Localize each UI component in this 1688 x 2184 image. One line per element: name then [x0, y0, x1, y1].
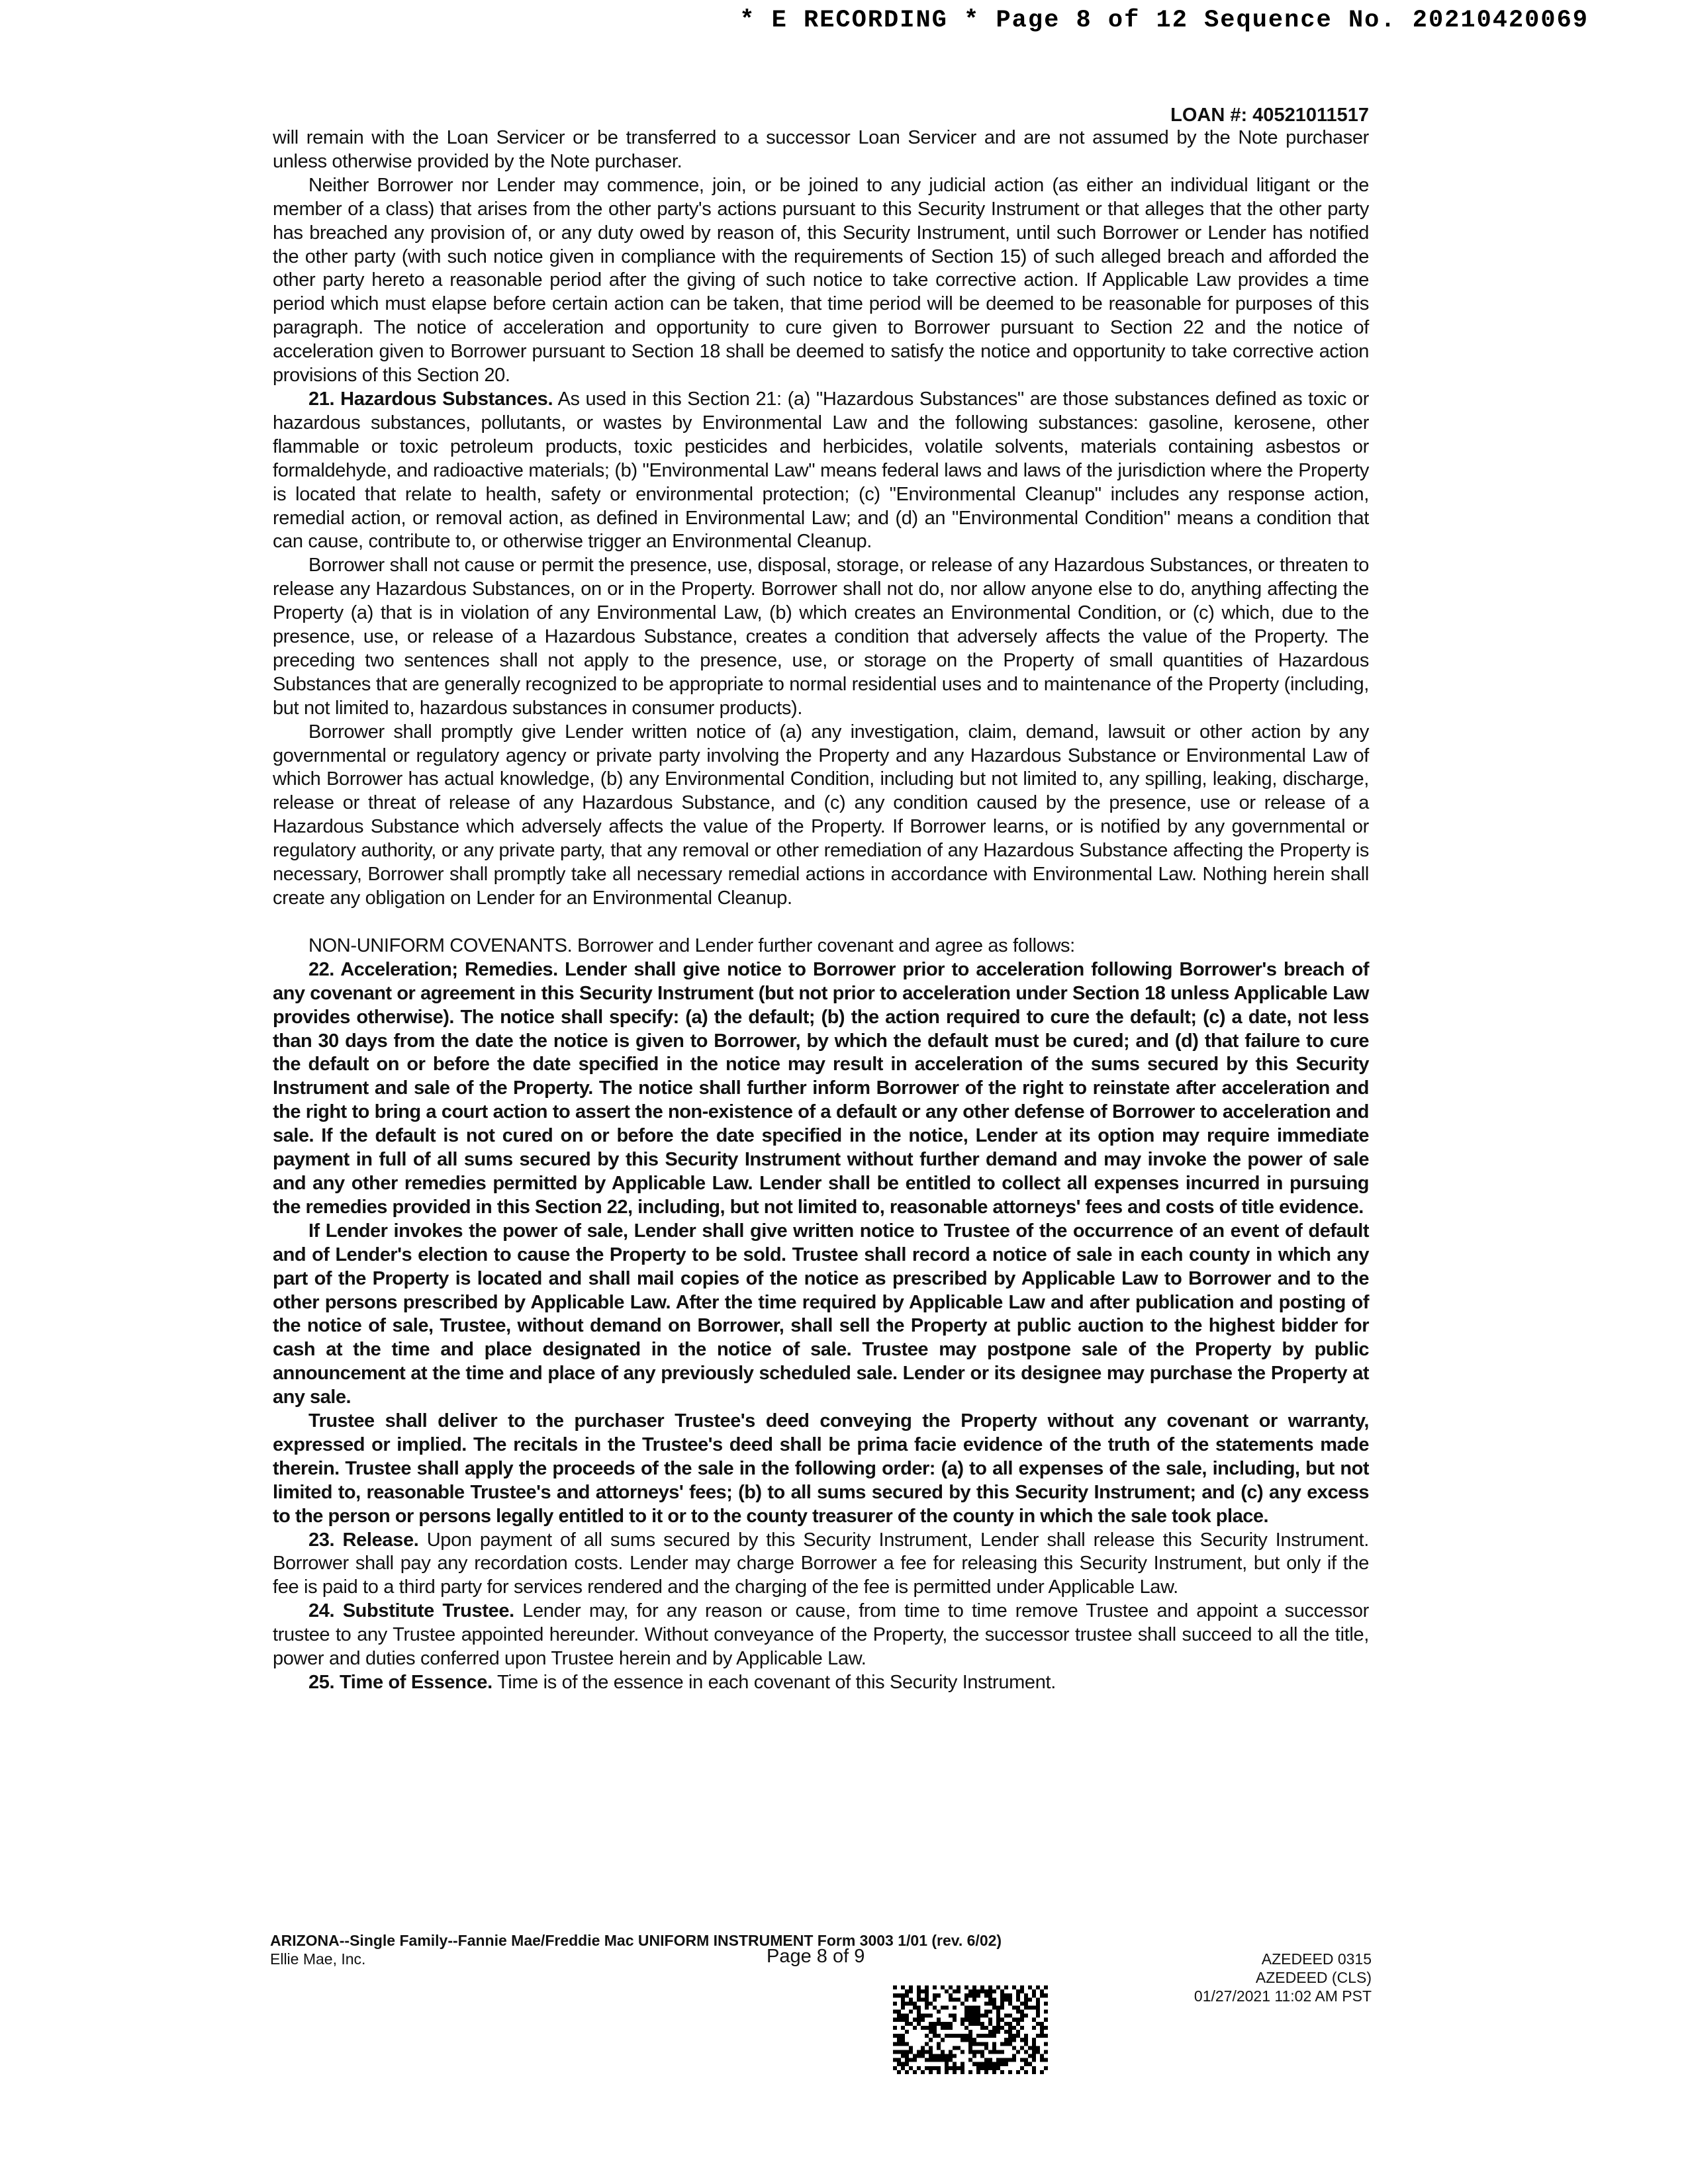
section-21-hazardous-substances — [273, 388, 1369, 554]
section-22-acceleration: 22. Acceleration; Remedies. Lender shall give notice to Borrower prior to acceleration following Borrower's breach of any covenant or agreement in this Security Instrument (but not prior to acceleration under Section 18 unless Applicable Law provides otherwise). The notice shall specify: (a) the default; (b) the action required to cure the default; (c) a date, not less than 30 days from the date the notice is given to Borrower, by which the default must be cured; and (d) that failure to cure the default on or before the date specified in the notice may result in acceleration of the sums secured by this Security Instrument and sale of the Property. The notice shall further inform Borrower of the right to reinstate after acceleration and the right to bring a court action to assert the non-existence of a default or any other defense of Borrower to acceleration and sale. If the default is not cured on or before the date specified in the notice, Lender at its option may require immediate payment in full of all sums secured by this Security Instrument without further demand and may invoke the power of sale and any other remedies permitted by Applicable Law. Lender shall be entitled to collect all expenses incurred in pursuing the remedies provided in this Section 22, including, but not limited to, reasonable attorneys' fees and costs of title evidence. — [273, 958, 1369, 1218]
document-body — [273, 126, 1369, 1695]
form-code-2: AZEDEED (CLS) — [1255, 1969, 1372, 1986]
paragraph-borrower-notice: Borrower shall promptly give Lender written notice of (a) any investigation, claim, demand, lawsuit or other action by any governmental or regulatory agency or private party involving the Property and any Hazardous Substance or Environmental Law of which Borrower has actual knowledge, (b) any Environmental Condition, including but not limited to, any spilling, leaking, discharge, release or threat of release of any Hazardous Substance, and (c) any condition caused by the presence, use or release of a Hazardous Substance which adversely affects the value of the Property. If Borrower learns, or is notified by any governmental or regulatory authority, or any private party, that any removal or other remediation of any Hazardous Substance affecting the Property is necessary, Borrower shall promptly take all necessary remedial actions in accordance with Environmental Law. Nothing herein shall create any obligation on Lender for an Environmental Cleanup. — [273, 721, 1369, 909]
section-22-trustee-deed: Trustee shall deliver to the purchaser Trustee's deed conveying the Property without any covenant or warranty, expressed or implied. The recitals in the Trustee's deed shall be prima facie evidence of the truth of the statements made therein. Trustee shall apply the proceeds of the sale in the following order: (a) to all expenses of the sale, including, but not limited to, reasonable Trustee's and attorneys' fees; (b) to all sums secured by this Security Instrument; and (c) any excess to the person or persons legally entitled to it or to the county treasurer of the county in which the sale took place. — [273, 1410, 1369, 1527]
section-24-substitute-trustee — [273, 1600, 1369, 1671]
section-24-text: Lender may, for any reason or cause, from time to time remove Trustee and appoint a successor trustee to any Trustee appointed hereunder. Without conveyance of the Property, the successor trustee shall succeed to all the title, power and duties conferred upon Trustee herein and by Applicable Law. — [273, 1600, 1369, 1670]
form-line: ARIZONA--Single Family--Fannie Mae/Freddie Mac UNIFORM INSTRUMENT Form 3003 1/01 (rev. 6/02) — [270, 1932, 1002, 1949]
paragraph-borrower-shall-not: Borrower shall not cause or permit the presence, use, disposal, storage, or release of any Hazardous Substances, or threaten to release any Hazardous Substances, on or in the Property. Borrower shall not do, nor allow anyone else to do, anything affecting the Property (a) that is in violation of any Environmental Law, (b) which creates an Environmental Condition, or (c) which, due to the presence, use, or release of a Hazardous Substance, creates a condition that adversely affects the value of the Property. The preceding two sentences shall not apply to the presence, use, or storage on the Property of small quantities of Hazardous Substances that are generally recognized to be appropriate to normal residential uses and to maintenance of the Property (including, but not limited to, hazardous substances in consumer products). — [273, 555, 1369, 719]
page-footer — [270, 1931, 1372, 2005]
section-25-text: Time is of the essence in each covenant of this Security Instrument. — [492, 1672, 1056, 1693]
paragraph-judicial-action: Neither Borrower nor Lender may commence, join, or be joined to any judicial action (as either an individual litigant or the member of a class) that arises from the other party's actions pursuant to this Security Instrument or that alleges that the other party has breached any provision of, or any duty owed by reason of, this Security Instrument, until such Borrower or Lender has notified the other party (with such notice given in compliance with the requirements of Section 15) of such alleged breach and afforded the other party hereto a reasonable period after the giving of such notice to take corrective action. If Applicable Law provides a time period which must elapse before certain action can be taken, that time period will be deemed to be reasonable for purposes of this paragraph. The notice of acceleration and opportunity to cure given to Borrower pursuant to Section 22 and the notice of acceleration given to Borrower pursuant to Section 18 shall be deemed to satisfy the notice and opportunity to take corrective action provisions of this Section 20. — [273, 174, 1369, 387]
form-datetime: 01/27/2021 11:02 AM PST — [1194, 1987, 1372, 2005]
section-23-release — [273, 1529, 1369, 1600]
paragraph-servicer: will remain with the Loan Servicer or be transferred to a successor Loan Servicer and are not assumed by the Note purchaser unless otherwise provided by the Note purchaser. — [273, 127, 1369, 172]
section-21-text: As used in this Section 21: (a) "Hazardous Substances" are those substances defined as toxic or hazardous substances, pollutants, or wastes by Environmental Law and the following substances: gasoline, kerosene, other flammable or toxic petroleum products, toxic pesticides and herbicides, volatile solvents, materials containing asbestos or formaldehyde, and radioactive materials; (b) "Environmental Law" means federal laws and laws of the jurisdiction where the Property is located that relate to health, safety or environmental protection; (c) "Environmental Cleanup" includes any response action, remedial action, or removal action, as defined in Environmental Law; and (d) an "Environmental Condition" means a condition that can cause, contribute to, or otherwise trigger an Environmental Cleanup. — [273, 388, 1369, 553]
form-codes — [1194, 1950, 1372, 2005]
section-21-heading: 21. Hazardous Substances. — [308, 388, 553, 410]
company-name: Ellie Mae, Inc. — [270, 1950, 366, 1968]
section-25-heading: 25. Time of Essence. — [308, 1672, 492, 1693]
section-25-time-of-essence — [273, 1671, 1369, 1695]
section-22-power-of-sale: If Lender invokes the power of sale, Lender shall give written notice to Trustee of the occurrence of an event of default and of Lender's election to cause the Property to be sold. Trustee shall record a notice of sale in each county in which any part of the Property is located and shall mail copies of the notice as prescribed by Applicable Law to Borrower and to the other persons prescribed by Applicable Law. After the time required by Applicable Law and after publication and posting of the notice of sale, Trustee, without demand on Borrower, shall sell the Property at public auction to the highest bidder for cash at the time and place designated in the notice of sale. Trustee may postpone sale of the Property by public announcement at the time and place of any previously scheduled sale. Lender or its designee may purchase the Property at any sale. — [273, 1220, 1369, 1408]
form-code-1: AZEDEED 0315 — [1261, 1950, 1372, 1968]
loan-number: LOAN #: 40521011517 — [1170, 105, 1369, 126]
barcode-icon — [893, 1985, 1048, 2074]
section-23-text: Upon payment of all sums secured by this Security Instrument, Lender shall release this Security Instrument. Borrower shall pay any recordation costs. Lender may charge Borrower a fee for releasing this Security Instrument, but only if the fee is paid to a third party for services rendered and the charging of the fee is permitted under Applicable Law. — [273, 1529, 1369, 1598]
non-uniform-covenants: NON-UNIFORM COVENANTS. Borrower and Lender further covenant and agree as follows: — [308, 934, 1075, 956]
recording-header: * E RECORDING * Page 8 of 12 Sequence No. 20210420069 — [739, 7, 1589, 34]
page-number: Page 8 of 9 — [767, 1946, 865, 1967]
section-24-heading: 24. Substitute Trustee. — [308, 1600, 514, 1622]
section-23-heading: 23. Release. — [308, 1529, 419, 1551]
